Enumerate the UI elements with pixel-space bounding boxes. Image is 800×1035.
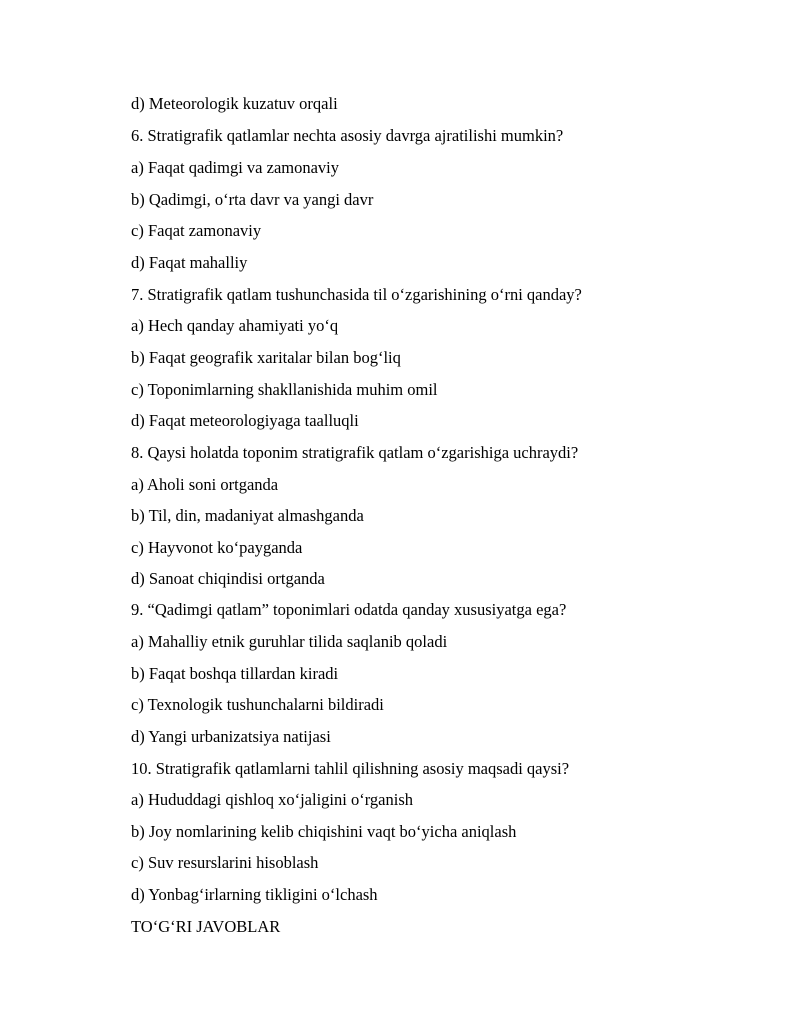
answer-option: b) Faqat geografik xaritalar bilan bog‘liq [131,348,401,367]
section-heading: TO‘G‘RI JAVOBLAR [131,917,281,936]
answer-option: d) Faqat meteorologiyaga taalluqli [131,411,359,430]
answer-option: d) Yonbag‘irlarning tikligini o‘lchash [131,885,378,904]
answer-option: a) Mahalliy etnik guruhlar tilida saqlanib qoladi [131,632,448,651]
answer-option: d) Sanoat chiqindisi ortganda [131,569,325,588]
question-9: 9. “Qadimgi qatlam” toponimlari odatda qanday xususiyatga ega? [131,600,567,619]
answer-option: c) Toponimlarning shakllanishida muhim omil [131,380,438,399]
question-10: 10. Stratigrafik qatlamlarni tahlil qilishning asosiy maqsadi qaysi? [131,759,570,778]
answer-option: a) Hududdagi qishloq xo‘jaligini o‘rganish [131,790,413,809]
question-8: 8. Qaysi holatda toponim stratigrafik qatlam o‘zgarishiga uchraydi? [131,443,579,462]
answer-option: d) Yangi urbanizatsiya natijasi [131,727,331,746]
answer-option: c) Hayvonot ko‘payganda [131,538,303,557]
text-line: d) Meteorologik kuzatuv orqali [131,94,338,113]
answer-option: b) Qadimgi, o‘rta davr va yangi davr [131,190,374,209]
answer-option: d) Faqat mahalliy [131,253,248,272]
question-6: 6. Stratigrafik qatlamlar nechta asosiy davrga ajratilishi mumkin? [131,126,564,145]
answer-option: c) Suv resurslarini hisoblash [131,853,319,872]
answer-option: a) Faqat qadimgi va zamonaviy [131,158,340,177]
answer-option: c) Faqat zamonaviy [131,221,262,240]
answer-option: a) Hech qanday ahamiyati yo‘q [131,316,339,335]
answer-option: c) Texnologik tushunchalarni bildiradi [131,695,384,714]
answer-option: b) Joy nomlarining kelib chiqishini vaqt bo‘yicha aniqlash [131,822,517,841]
answer-option: b) Til, din, madaniyat almashganda [131,506,364,525]
answer-option: a) Aholi soni ortganda [131,475,279,494]
question-7: 7. Stratigrafik qatlam tushunchasida til o‘zgarishining o‘rni qanday? [131,285,582,304]
answer-option: b) Faqat boshqa tillardan kiradi [131,664,339,683]
